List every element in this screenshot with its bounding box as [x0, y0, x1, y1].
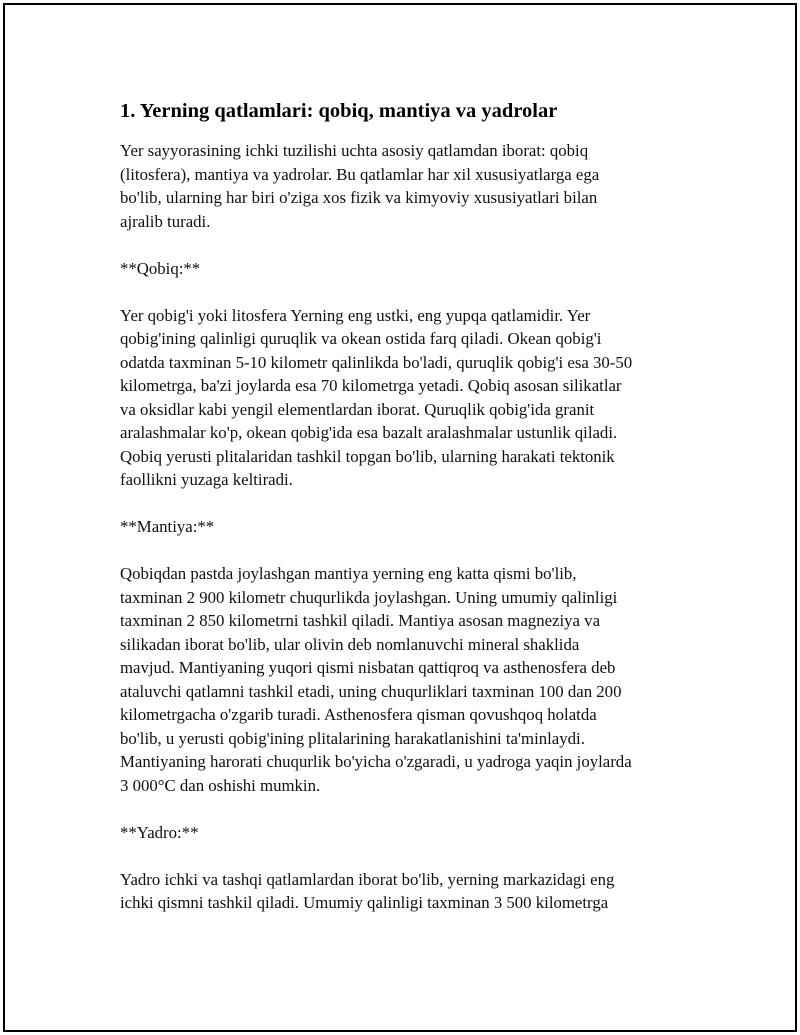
body-paragraph [120, 139, 700, 233]
subsection-label [120, 257, 700, 281]
text-line: ichki qismni tashkil qiladi. Umumiy qalinligi taxminan 3 500 kilometrga [120, 893, 609, 912]
text-line: Mantiyaning harorati chuqurlik bo'yicha o'zgaradi, u yadroga yaqin joylarda [120, 752, 632, 771]
subsection-label [120, 821, 700, 845]
subsection-label [120, 515, 700, 539]
text-line: bo'lib, u yerusti qobig'ining plitalarining harakatlanishini ta'minlaydi. [120, 728, 585, 748]
document-content [120, 97, 700, 938]
text-line: silikadan iborat bo'lib, ular olivin deb nomlanuvchi mineral shaklida [120, 634, 580, 654]
text-line: **Yadro:** [120, 822, 199, 842]
text-line: 3 000°C dan oshishi mumkin. [120, 775, 321, 795]
text-line: **Qobiq:** [120, 258, 201, 278]
body-paragraph [120, 304, 700, 492]
text-line: **Mantiya:** [120, 517, 215, 536]
text-line: ajralib turadi. [120, 211, 211, 231]
text-line: mavjud. Mantiyaning yuqori qismi nisbatan qattiqroq va asthenosfera deb [120, 658, 616, 677]
text-line: kilometrga, ba'zi joylarda esa 70 kilometrga yetadi. Qobiq asosan silikatlar [120, 376, 622, 395]
paragraph-list [120, 139, 700, 915]
text-line: taxminan 2 900 kilometr chuqurlikda joylashgan. Uning umumiy qalinligi [120, 587, 618, 607]
body-paragraph [120, 562, 700, 797]
text-line: qobig'ining qalinligi quruqlik va okean ostida farq qiladi. Okean qobig'i [120, 329, 602, 348]
text-line: Yer qobig'i yoki litosfera Yerning eng ustki, eng yupqa qatlamidir. Yer [120, 305, 591, 325]
document-page [3, 3, 797, 1032]
text-line: faollikni yuzaga keltiradi. [120, 470, 293, 489]
text-line: va oksidlar kabi yengil elementlardan iborat. Quruqlik qobig'ida granit [120, 399, 595, 419]
text-line: odatda taxminan 5-10 kilometr qalinlikda bo'ladi, quruqlik qobig'i esa 30-50 [120, 352, 633, 372]
text-line: (litosfera), mantiya va yadrolar. Bu qatlamlar har xil xususiyatlarga ega [120, 164, 600, 184]
text-line: Yer sayyorasining ichki tuzilishi uchta asosiy qatlamdan iborat: qobiq [120, 141, 589, 160]
text-line: Qobiqdan pastda joylashgan mantiya yerning eng katta qismi bo'lib, [120, 564, 577, 583]
text-line: bo'lib, ularning har biri o'ziga xos fizik va kimyoviy xususiyatlari bilan [120, 188, 598, 207]
text-line: Yadro ichki va tashqi qatlamlardan iborat bo'lib, yerning markazidagi eng [120, 869, 615, 889]
text-line: kilometrgacha o'zgarib turadi. Asthenosfera qisman qovushqoq holatda [120, 705, 597, 724]
text-line: ataluvchi qatlamni tashkil etadi, uning chuqurliklari taxminan 100 dan 200 [120, 681, 622, 701]
text-line: Qobiq yerusti plitalaridan tashkil topgan bo'lib, ularning harakati tektonik [120, 446, 615, 466]
body-paragraph [120, 868, 700, 915]
text-line: taxminan 2 850 kilometrni tashkil qiladi. Mantiya asosan magneziya va [120, 611, 601, 630]
text-line: aralashmalar ko'p, okean qobig'ida esa bazalt aralashmalar ustunlik qiladi. [120, 423, 618, 442]
section-heading: 1. Yerning qatlamlari: qobiq, mantiya va yadrolar [120, 100, 558, 122]
